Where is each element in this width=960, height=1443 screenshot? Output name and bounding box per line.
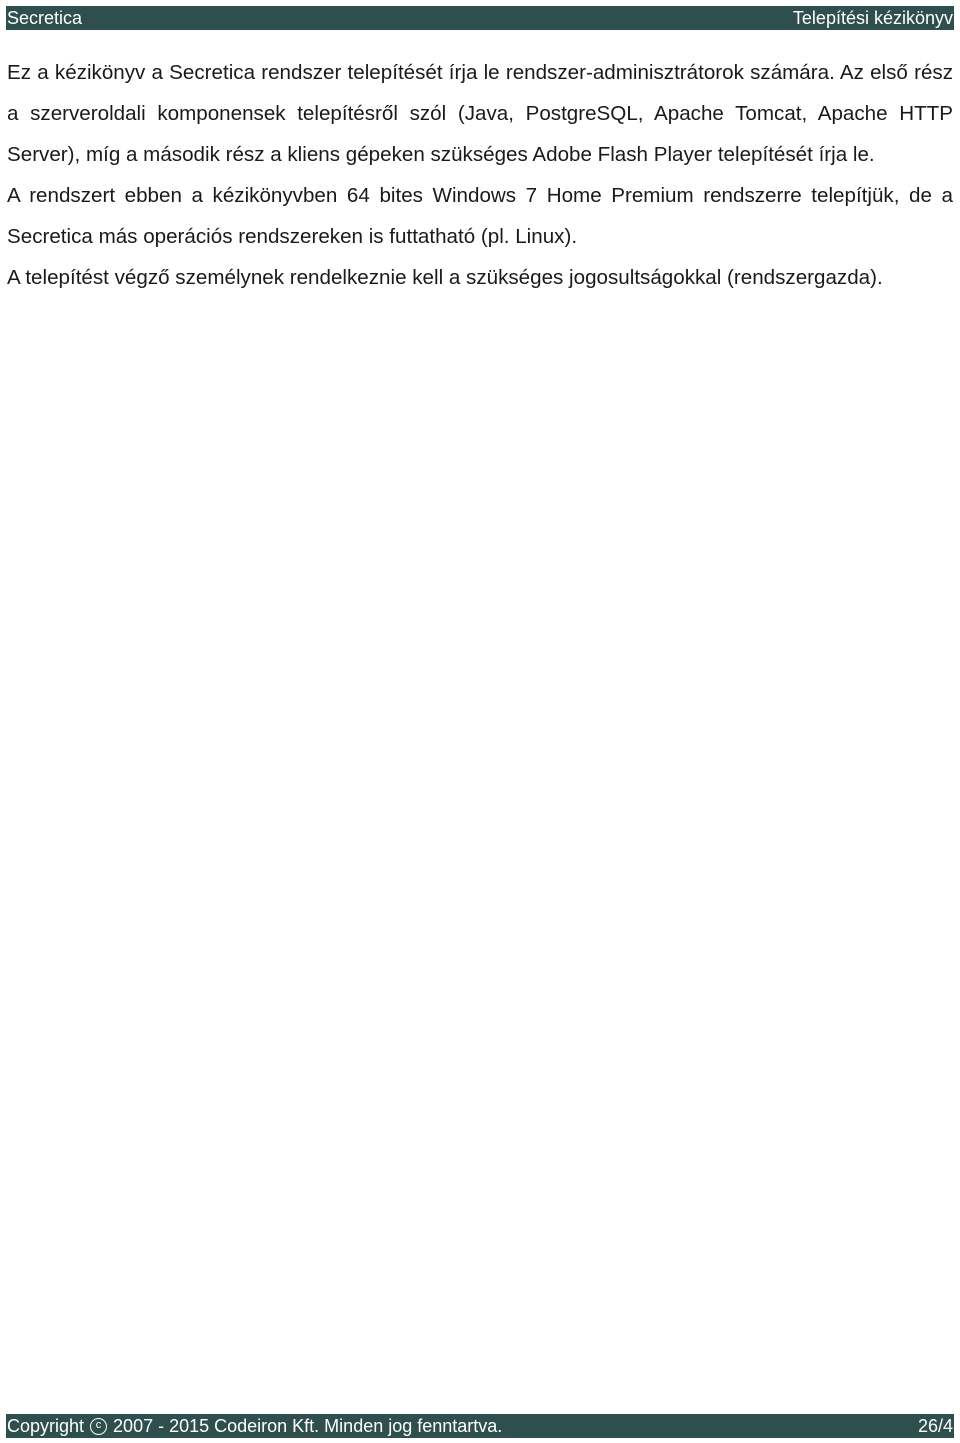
document-title: Telepítési kézikönyv (792, 7, 953, 28)
page-number: 26/4 (917, 1415, 953, 1436)
document-body (7, 52, 953, 298)
paragraph-permissions: A telepítést végző személynek rendelkeznie kell a szükséges jogosultságokkal (rendszergazda). (7, 266, 883, 289)
copyright-icon (90, 1418, 107, 1435)
document-product-name: Secretica (7, 7, 83, 28)
copyright-label: Copyright (7, 1415, 85, 1436)
page-footer (6, 1414, 954, 1438)
copyright-notice (7, 1416, 502, 1437)
copyright-text: 2007 - 2015 Codeiron Kft. Minden jog fenntartva. (113, 1415, 503, 1436)
paragraph-platform: A rendszert ebben a kézikönyvben 64 bites Windows 7 Home Premium rendszerre telepítjük, de a Secretica más operációs rendszereken is futtatható (pl. Linux). (7, 184, 953, 248)
page-header (6, 6, 954, 30)
paragraph-intro: Ez a kézikönyv a Secretica rendszer telepítését írja le rendszer-adminisztrátorok számára. Az első rész a szerveroldali komponensek telepítésről szól (Java, PostgreSQL, Apache Tomcat, Apache HTTP Server), míg a második rész a kliens gépeken szükséges Adobe Flash Player telepítését írja le. (7, 61, 953, 166)
